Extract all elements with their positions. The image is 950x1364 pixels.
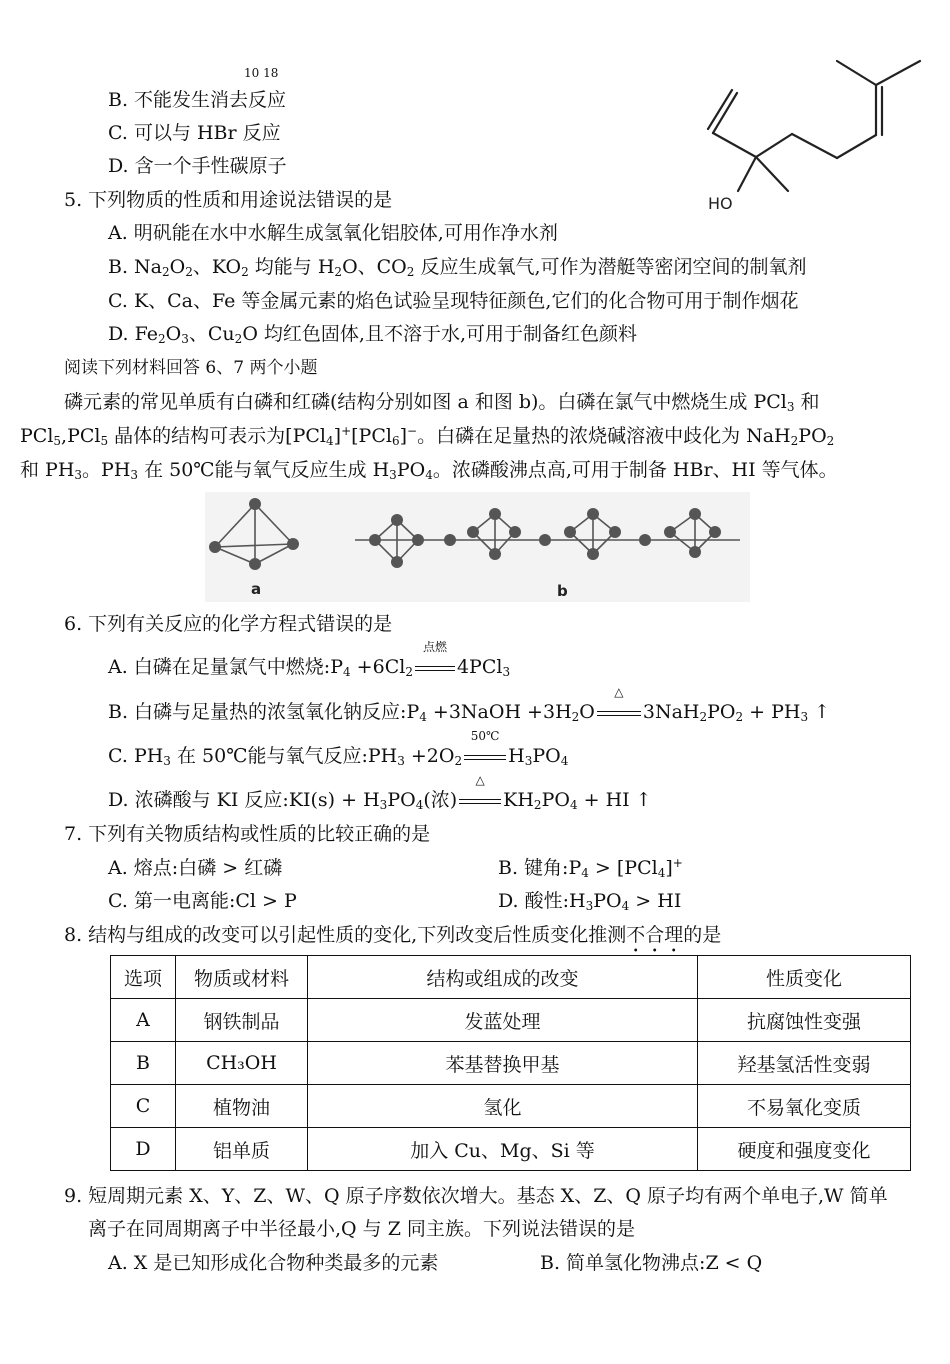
q4-option-c: C. 可以与 HBr 反应 (108, 122, 281, 144)
table-cell: CH₃OH (176, 1042, 308, 1085)
q6-option-c: C. $PH_3$ 在 50℃能与氧气反应$:PH_3 +2O_2$ 50℃ $H_3PO_4$ (108, 729, 569, 768)
linalool-structure (700, 45, 940, 220)
material-line-3: 和 $PH_3$。$PH_3$ 在 50℃能与氧气反应生成 $H_3PO_4$。浓磷酸沸点高,可用于制备 HBr、HI 等气体。 (20, 459, 838, 482)
table-cell: 硬度和强度变化 (698, 1128, 911, 1171)
table-header-row (111, 956, 911, 999)
q5-option-c: C. K、Ca、Fe 等金属元素的焰色试验呈现特征颜色,它们的化合物可用于制作烟花 (108, 290, 799, 312)
table-header: 性质变化 (698, 956, 911, 999)
q6-option-d: D. 浓磷酸与 KI 反应:KI(s) + $H_3PO_4$(浓) △ $KH_2PO_4$ + HI ↑ (108, 773, 652, 812)
top-fragment: 10 18 (244, 66, 279, 80)
table-cell: 羟基氢活性变弱 (698, 1042, 911, 1085)
table-cell: 植物油 (176, 1085, 308, 1128)
table-cell: B (111, 1042, 176, 1085)
structure-label: HO (708, 194, 733, 213)
table-header: 物质或材料 (176, 956, 308, 999)
table-cell: 抗腐蚀性变强 (698, 999, 911, 1042)
material-intro: 阅读下列材料回答 6、7 两个小题 (64, 358, 318, 378)
table-cell: 不易氧化变质 (698, 1085, 911, 1128)
q4-option-b: B. 不能发生消去反应 (108, 89, 287, 111)
phosphorus-figure (205, 492, 750, 602)
q9-option-b: B. 简单氢化物沸点:Z < Q (540, 1252, 763, 1274)
q4-option-d: D. 含一个手性碳原子 (108, 155, 287, 177)
table-row (111, 1042, 911, 1085)
q5-stem: 5. 下列物质的性质和用途说法错误的是 (64, 189, 393, 211)
table-header: 选项 (111, 956, 176, 999)
table-cell: 加入 Cu、Mg、Si 等 (308, 1128, 698, 1171)
q5-option-d: D. $Fe_2O_3$、$Cu_2O$ 均红色固体,且不溶于水,可用于制备红色颜料 (108, 323, 638, 346)
q5-option-a: A. 明矾能在水中水解生成氢氧化铝胶体,可用作净水剂 (108, 222, 558, 244)
material-line-1: 磷元素的常见单质有白磷和红磷(结构分别如图 a 和图 b)。白磷在氯气中燃烧生成 PCl$_3$ 和 (64, 391, 820, 414)
q9-stem-line-2: 离子在同周期离子中半径最小,Q 与 Z 同主族。下列说法错误的是 (88, 1218, 635, 1240)
q6-option-a: A. 白磷在足量氯气中燃烧$:P_4 +6Cl_2$ 点燃 4PCl$_3$ (108, 640, 511, 679)
q6-option-b: B. 白磷与足量热的浓氢氧化钠反应$:P_4$ +3NaOH $+3H_2O$ △ $3NaH_2PO_2 + PH_3$ ↑ (108, 685, 831, 724)
q7-option-a: A. 熔点:白磷 > 红磷 (108, 857, 283, 879)
table-cell: 钢铁制品 (176, 999, 308, 1042)
q8-table (110, 955, 911, 1171)
table-cell: 氢化 (308, 1085, 698, 1128)
table-header: 结构或组成的改变 (308, 956, 698, 999)
table-cell: A (111, 999, 176, 1042)
q5-option-b: B. $Na_2O_2$、$KO_2$ 均能与 $H_2O$、$CO_2$ 反应生成氧气,可作为潜艇等密闭空间的制氧剂 (108, 256, 807, 279)
table-cell: D (111, 1128, 176, 1171)
q7-stem: 7. 下列有关物质结构或性质的比较正确的是 (64, 823, 431, 845)
q9-stem-line-1: 9. 短周期元素 X、Y、Z、W、Q 原子序数依次增大。基态 X、Z、Q 原子均有两个单电子,W 简单 (64, 1185, 888, 1207)
material-line-2: PCl$_5$,PCl$_5$ 晶体的结构可表示为[PCl$_4$]+[PCl$_6$]−。白磷在足量热的浓烧碱溶液中歧化为 $NaH_2PO_2$ (20, 424, 835, 448)
q7-option-d: D. 酸性$:H_3PO_4$ > HI (498, 890, 682, 913)
q7-option-c: C. 第一电离能:Cl > P (108, 890, 297, 912)
q7-option-b: B. 键角$:P_4 > [PCl_4]^+$ (498, 856, 683, 880)
q8-stem: 8. 结构与组成的改变可以引起性质的变化,下列改变后性质变化推测不合理的是 (64, 924, 722, 946)
table-row (111, 1085, 911, 1128)
table-cell: C (111, 1085, 176, 1128)
table-cell: 铝单质 (176, 1128, 308, 1171)
figure-a-label: a (251, 580, 262, 598)
q9-option-a: A. X 是已知形成化合物种类最多的元素 (108, 1252, 439, 1274)
table-row (111, 1128, 911, 1171)
table-cell: 苯基替换甲基 (308, 1042, 698, 1085)
table-row (111, 999, 911, 1042)
table-cell: 发蓝处理 (308, 999, 698, 1042)
figure-b-label: b (557, 582, 568, 600)
q6-stem: 6. 下列有关反应的化学方程式错误的是 (64, 613, 393, 635)
